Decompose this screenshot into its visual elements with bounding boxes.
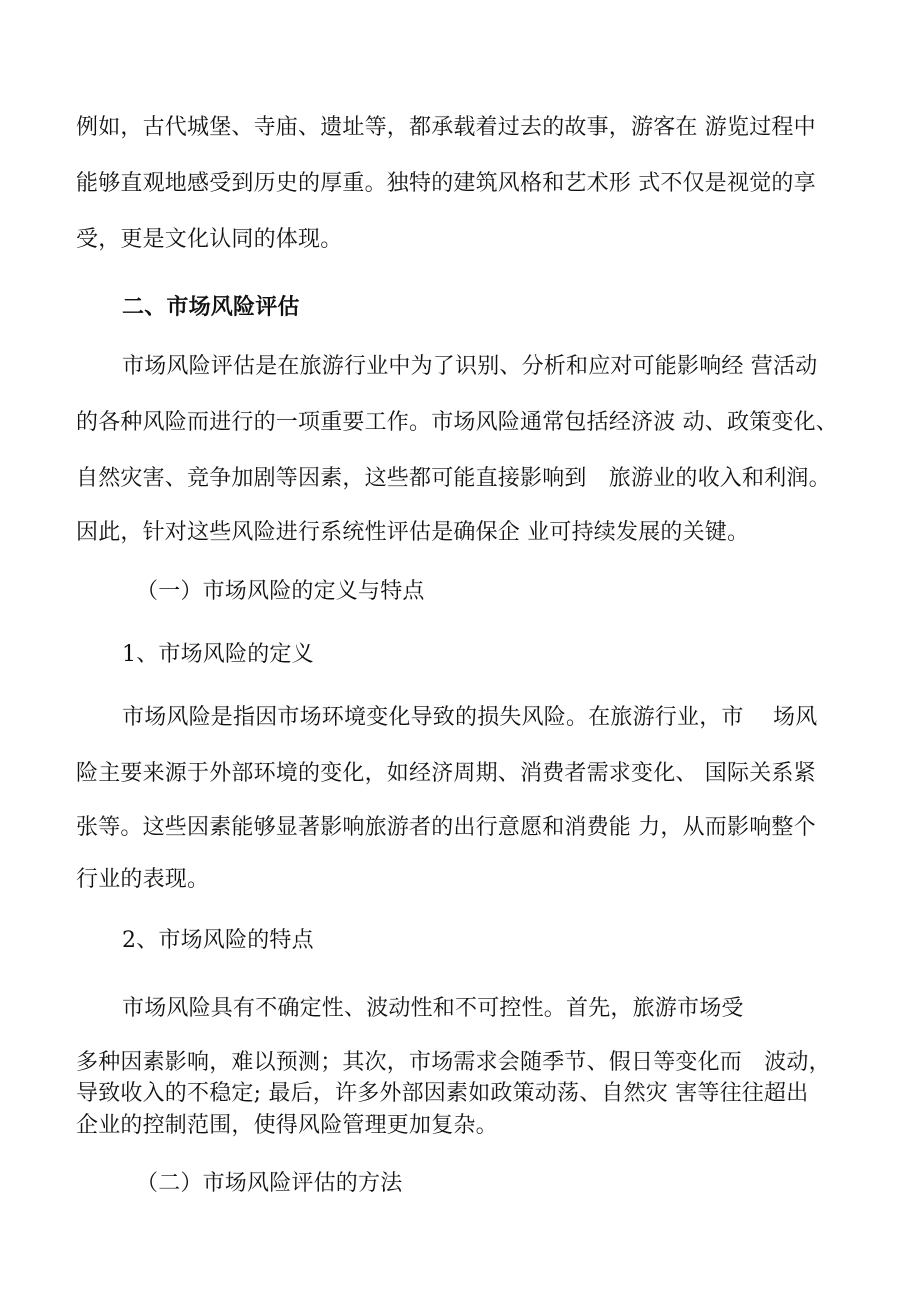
paragraph-line: 自然灾害、竞争加剧等因素，这些都可能直接影响到 旅游业的收入和利润。	[76, 466, 831, 491]
paragraph-line: 险主要来源于外部环境的变化，如经济周期、消费者需求变化、 国际关系紧	[76, 761, 816, 786]
paragraph-line: 的各种风险而进行的一项重要工作。市场风险通常包括经济波 动、政策变化、	[76, 410, 838, 435]
paragraph-line: 多种因素影响，难以预测；其次，市场需求会随季节、假日等变化而 波动，	[76, 1050, 831, 1075]
paragraph-line: 例如，古代城堡、寺庙、遗址等，都承载着过去的故事，游客在 游览过程中	[76, 115, 816, 140]
paragraph-line: 导致收入的不稳定; 最后，许多外部因素如政策动荡、自然灾 害等往往超出	[76, 1081, 809, 1106]
paragraph-line: 行业的表现。	[76, 867, 210, 892]
subheading: （一）市场风险的定义与特点	[136, 579, 425, 604]
paragraph-line: 受，更是文化认同的体现。	[76, 227, 343, 252]
paragraph-line: 能够直观地感受到历史的厚重。独特的建筑风格和艺术形 式不仅是视觉的享	[76, 171, 816, 196]
subheading: （二）市场风险评估的方法	[136, 1171, 403, 1196]
section-heading: 二、市场风险评估	[122, 294, 300, 320]
paragraph-line: 市场风险是指因市场环境变化导致的损失风险。在旅游行业，市 场风	[122, 705, 818, 730]
paragraph-line: 张等。这些因素能够显著影响旅游者的出行意愿和消费能 力，从而影响整个	[76, 815, 816, 840]
paragraph-line: 企业的控制范围，使得风险管理更加复杂。	[76, 1113, 498, 1138]
paragraph-line: 市场风险具有不确定性、波动性和不可控性。首先，旅游市场受	[122, 996, 744, 1021]
item-heading: 1、市场风险的定义	[122, 642, 314, 667]
paragraph-line: 因此，针对这些风险进行系统性评估是确保企 业可持续发展的关键。	[76, 520, 750, 545]
item-heading: 2、市场风险的特点	[122, 928, 314, 953]
paragraph-line: 市场风险评估是在旅游行业中为了识别、分析和应对可能影响经 营活动	[122, 354, 818, 379]
